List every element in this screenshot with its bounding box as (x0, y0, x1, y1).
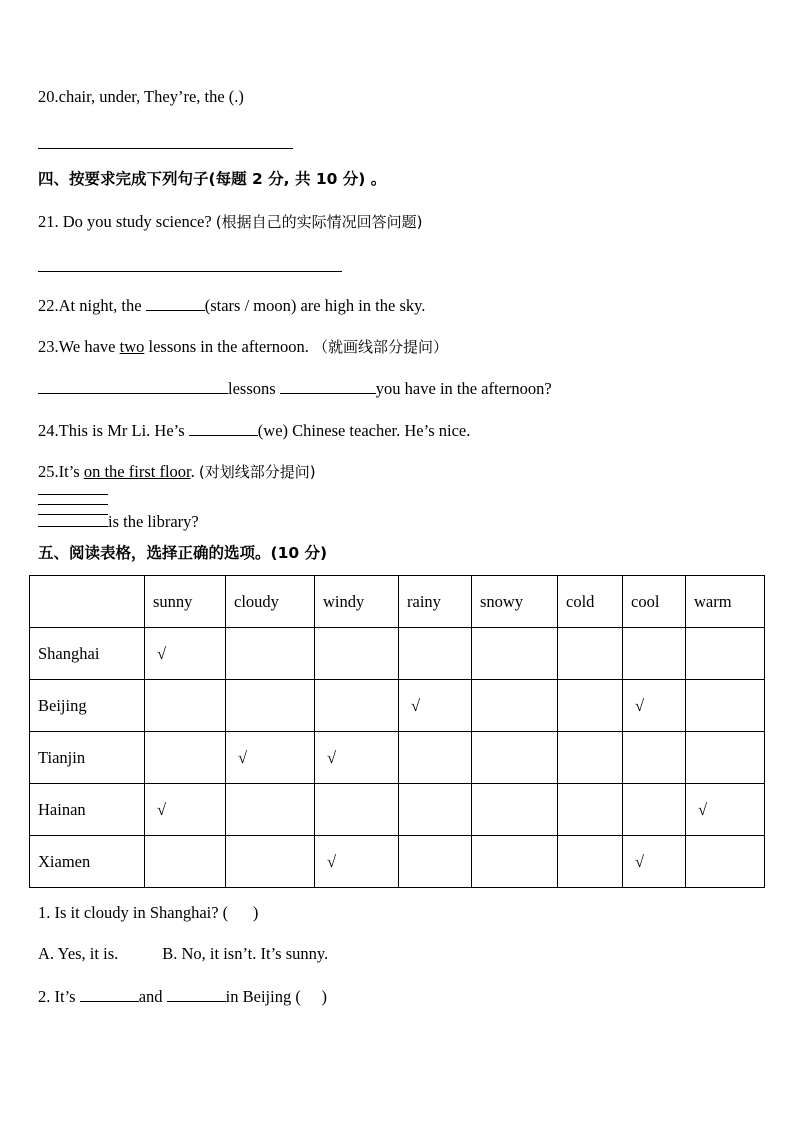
question-21 (38, 212, 423, 232)
table-row-label: Xiamen (30, 836, 145, 888)
table-header-cell: cool (623, 576, 686, 628)
answer-line-25a[interactable] (38, 494, 108, 495)
table-cell (558, 680, 623, 732)
question-20-text: 20.chair, under, They’re, the (.) (38, 87, 244, 106)
table-header-row (30, 576, 765, 628)
blank-22[interactable] (146, 295, 205, 311)
table-cell: √ (145, 784, 226, 836)
blank-rq2b[interactable] (167, 986, 226, 1002)
table-cell (623, 784, 686, 836)
question-23-pre: 23.We have (38, 337, 120, 356)
question-23-note: （就画线部分提问） (313, 338, 449, 356)
table-cell (315, 680, 399, 732)
table-header-cell: snowy (472, 576, 558, 628)
answer-line-21[interactable] (38, 271, 342, 272)
table-cell: √ (399, 680, 472, 732)
table-cell: √ (686, 784, 765, 836)
question-21-note: (根据自己的实际情况回答问题) (215, 213, 423, 231)
blank-rq2a[interactable] (80, 986, 139, 1002)
question-25-note: (对划线部分提问) (198, 463, 316, 481)
question-25-post: . (190, 462, 199, 481)
table-cell (472, 628, 558, 680)
answer-line-25d[interactable] (38, 526, 108, 527)
option-a: A. Yes, it is. (38, 944, 119, 963)
table-header-cell (30, 576, 145, 628)
section-4-heading: 四、按要求完成下列句子(每题 2 分, 共 10 分) 。 (38, 170, 387, 188)
question-23-post: lessons in the afternoon. (144, 337, 313, 356)
table-row-label: Tianjin (30, 732, 145, 784)
reading-question-1: 1. Is it cloudy in Shanghai? ( ) (38, 903, 259, 922)
question-22-pre: 22.At night, the (38, 296, 146, 315)
table-cell (145, 680, 226, 732)
table-cell (145, 732, 226, 784)
table-cell (558, 836, 623, 888)
answer-line-25c[interactable] (38, 514, 108, 515)
question-24-pre: 24.This is Mr Li. He’s (38, 421, 189, 440)
question-23-answer-post: you have in the afternoon? (375, 379, 552, 398)
table-row (30, 628, 765, 680)
table-cell (686, 732, 765, 784)
question-25-pre: 25.It’s (38, 462, 84, 481)
table-header-cell: warm (686, 576, 765, 628)
table-cell (226, 628, 315, 680)
table-row (30, 732, 765, 784)
question-21-text: 21. Do you study science? (38, 212, 216, 231)
question-23-answer-mid: lessons (228, 379, 280, 398)
answer-line-20[interactable] (38, 148, 293, 149)
table-cell (623, 628, 686, 680)
table-cell: √ (315, 836, 399, 888)
weather-table (29, 575, 765, 888)
table-cell (558, 732, 623, 784)
table-cell (145, 836, 226, 888)
table-cell (399, 628, 472, 680)
question-23-answer (38, 378, 552, 399)
question-24-post: (we) Chinese teacher. He’s nice. (257, 421, 471, 440)
question-24 (38, 420, 470, 441)
table-cell (226, 784, 315, 836)
table-cell (472, 784, 558, 836)
table-cell: √ (315, 732, 399, 784)
table-row (30, 680, 765, 732)
question-25 (38, 462, 316, 482)
question-23 (38, 337, 448, 357)
blank-23a[interactable] (38, 378, 228, 394)
blank-24[interactable] (189, 420, 258, 436)
table-cell (623, 732, 686, 784)
table-row (30, 836, 765, 888)
table-header-cell: rainy (399, 576, 472, 628)
reading-question-2 (38, 986, 327, 1007)
table-cell (472, 732, 558, 784)
table-row (30, 784, 765, 836)
table-row-label: Beijing (30, 680, 145, 732)
blank-23b[interactable] (280, 378, 376, 394)
table-header-cell: sunny (145, 576, 226, 628)
table-cell (315, 784, 399, 836)
table-cell: √ (226, 732, 315, 784)
reading-question-2-pre: 2. It’s (38, 987, 80, 1006)
table-cell (226, 680, 315, 732)
question-22-post: (stars / moon) are high in the sky. (204, 296, 426, 315)
table-cell (686, 628, 765, 680)
table-header-cell: windy (315, 576, 399, 628)
section-5-heading: 五、阅读表格，选择正确的选项。(10 分) (38, 544, 328, 562)
table-cell: √ (145, 628, 226, 680)
question-20 (38, 87, 244, 107)
question-23-underlined: two (119, 337, 145, 356)
question-22 (38, 295, 425, 316)
reading-question-1-options (38, 944, 328, 964)
table-row-label: Hainan (30, 784, 145, 836)
table-row-label: Shanghai (30, 628, 145, 680)
table-cell (472, 680, 558, 732)
table-header-cell: cold (558, 576, 623, 628)
table-cell: √ (623, 836, 686, 888)
table-cell (399, 836, 472, 888)
table-cell (399, 732, 472, 784)
table-cell (315, 628, 399, 680)
question-25-underlined: on the first floor (83, 462, 191, 481)
table-cell (686, 836, 765, 888)
table-header-cell: cloudy (226, 576, 315, 628)
table-cell (399, 784, 472, 836)
table-cell (472, 836, 558, 888)
table-cell (686, 680, 765, 732)
table-cell (226, 836, 315, 888)
table-cell: √ (623, 680, 686, 732)
table-cell (558, 784, 623, 836)
option-b: B. No, it isn’t. It’s sunny. (162, 944, 329, 963)
table-cell (558, 628, 623, 680)
question-25-answer: is the library? (108, 512, 199, 531)
answer-line-25b[interactable] (38, 504, 108, 505)
reading-question-2-mid: and (138, 987, 167, 1006)
reading-question-2-post: in Beijing ( ) (225, 987, 327, 1006)
